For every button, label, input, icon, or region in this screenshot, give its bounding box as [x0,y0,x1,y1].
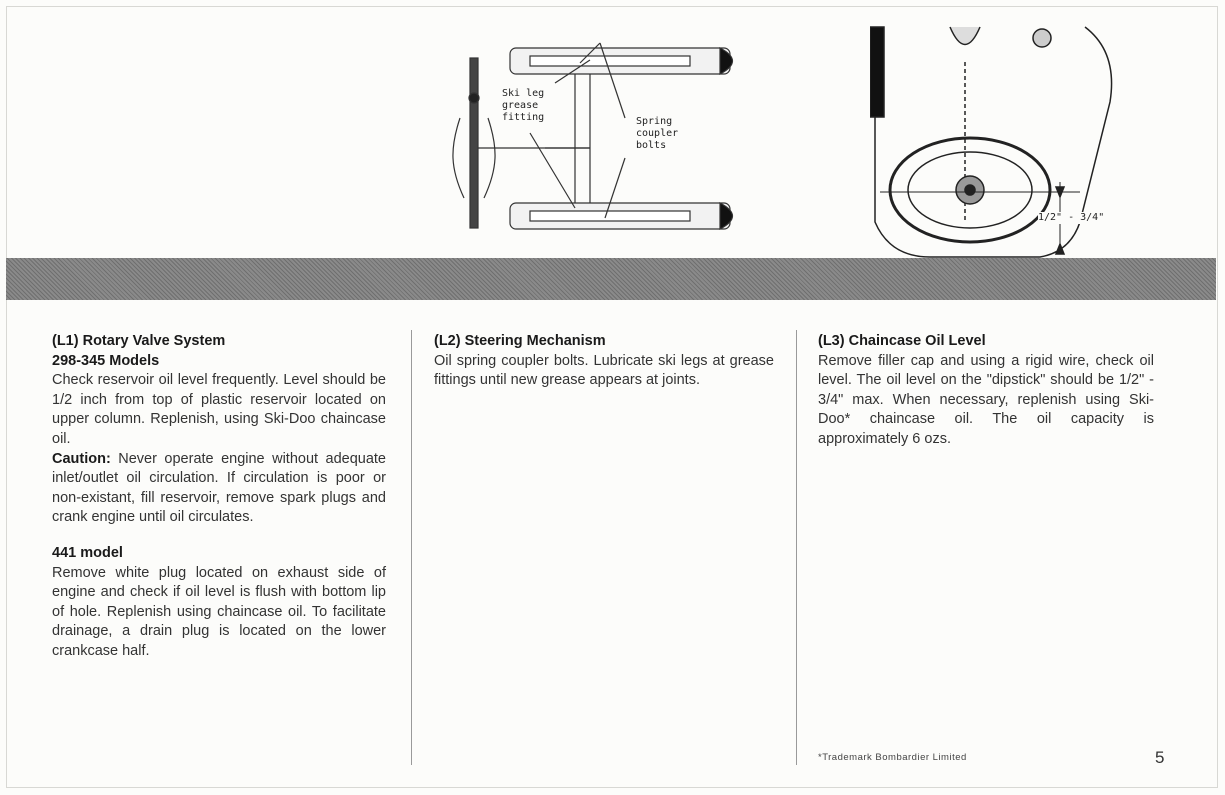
rotary-valve-column [52,332,386,662]
column-divider-2 [796,330,797,765]
rotary-valve-heading: (L1) Rotary Valve System [52,333,226,349]
column-divider-1 [411,330,412,765]
page-number: 5 [1155,748,1165,767]
steering-heading: (L2) Steering Mechanism [434,333,606,349]
model-441-subheading: 441 model [52,544,123,561]
steering-column [434,332,774,391]
caution-paragraph [52,450,386,528]
chaincase-diagram [870,22,1125,260]
section-divider-band [6,258,1216,300]
spring-coupler-label: Spring coupler bolts [636,116,679,151]
models-298-345-subheading: 298-345 Models [52,352,160,369]
rotary-valve-paragraph: Check reservoir oil level frequently. Level should be 1/2 inch from top of plastic reservoir located on upper column. Replenish, using Ski-Doo chaincase oil. [52,372,386,447]
model-441-paragraph: Remove white plug located on exhaust side of engine and check if oil level is flush with bottom lip of hole. Replenish using chaincase oil. To facilitate drainage, a drain plug is located on the lower crankcase half. [52,564,386,659]
steering-paragraph: Oil spring coupler bolts. Lubricate ski legs at grease fittings until new grease appears at joints. [434,352,774,389]
ski-leg-label: Ski leg grease fitting [502,88,545,123]
chaincase-paragraph: Remove filler cap and using a rigid wire, check oil level. The oil level on the "dipstick" should be 1/2" - 3/4" max. When necessary, replenish using Ski-Doo* chaincase oil. The oil capacity is approximately 6 ozs. [818,352,1154,447]
chaincase-figure [870,22,1125,260]
caution-label: Caution: [52,450,111,467]
steering-mechanism-figure [450,38,750,238]
measurement-label: 1/2" - 3/4" [1038,212,1105,223]
steering-diagram [450,38,750,238]
chaincase-column [818,332,1154,450]
trademark-footnote: *Trademark Bombardier Limited [818,752,967,763]
chaincase-heading: (L3) Chaincase Oil Level [818,333,986,349]
caution-text: Never operate engine without adequate inlet/outlet oil circulation. If circulation is poor or non-existant, fill reservoir, remove spark plugs and crank engine until oil circulates. [52,450,386,526]
